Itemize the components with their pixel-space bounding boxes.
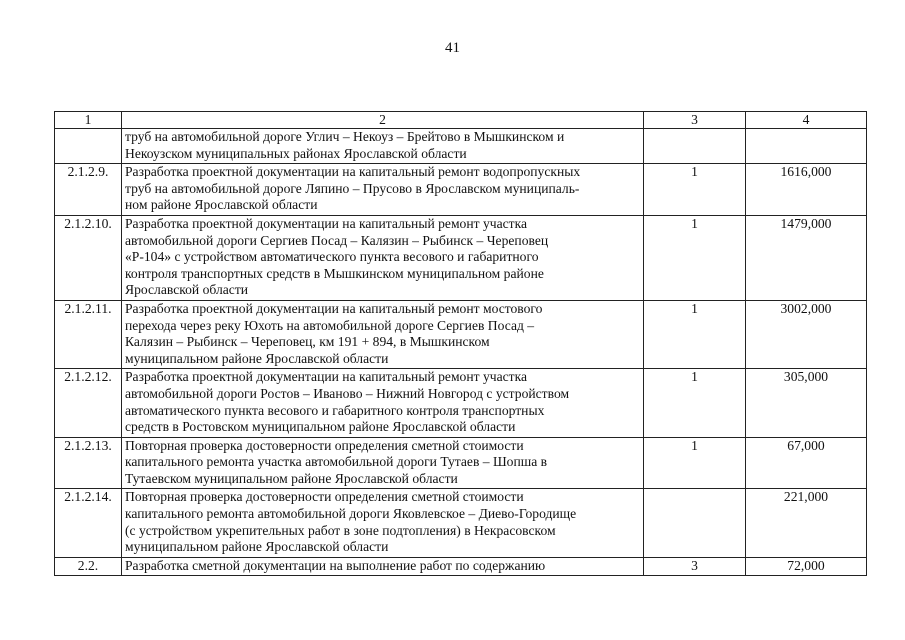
table-row (55, 489, 867, 557)
description-line: Некоузском муниципальных районах Ярославской области (125, 145, 467, 161)
row-description-cell (122, 489, 644, 557)
table-row (55, 129, 867, 164)
row-description-cell (122, 437, 644, 489)
page-number: 41 (445, 40, 460, 56)
description-line: средств в Ростовском муниципальном районе Ярославской области (125, 419, 516, 435)
header-col-2: 2 (122, 112, 644, 129)
description-line: Повторная проверка достоверности определения сметной стоимости (125, 437, 524, 453)
description-line: Разработка проектной документации на капитальный ремонт водопропускных (125, 164, 581, 180)
row-description-cell (122, 300, 644, 368)
row-number-cell: 2.1.2.12. (55, 369, 122, 437)
description-line: Тутаевском муниципальном районе Ярославской области (125, 470, 458, 486)
description-line: Калязин – Рыбинск – Череповец, км 191 + 894, в Мышкинском (125, 334, 490, 350)
table-body (55, 112, 867, 576)
row-quantity-cell: 1 (644, 369, 746, 437)
row-quantity-cell (644, 489, 746, 557)
description-line: контроля транспортных средств в Мышкинском муниципальном районе (125, 265, 544, 281)
table-row (55, 437, 867, 489)
description-line: капитального ремонта участка автомобильной дороги Тутаев – Шопша в (125, 454, 548, 470)
table-row (55, 300, 867, 368)
row-cost-cell: 305,000 (746, 369, 867, 437)
header-col-4: 4 (746, 112, 867, 129)
row-cost-cell: 72,000 (746, 557, 867, 576)
description-line: «Р-104» с устройством автоматического пункта весового и габаритного (125, 249, 539, 265)
table-header-row (55, 112, 867, 129)
description-line: капитального ремонта автомобильной дороги Яковлевское – Диево-Городище (125, 506, 577, 522)
description-line: Повторная проверка достоверности определения сметной стоимости (125, 489, 524, 505)
description-line: автоматического пункта весового и габаритного контроля транспортных (125, 402, 545, 418)
row-number-cell (55, 129, 122, 164)
description-line: Разработка проектной документации на капитальный ремонт мостового (125, 300, 543, 316)
row-cost-cell: 67,000 (746, 437, 867, 489)
description-line: Ярославской области (125, 282, 249, 298)
header-col-3: 3 (644, 112, 746, 129)
row-description-cell (122, 215, 644, 300)
row-number-cell: 2.1.2.9. (55, 164, 122, 216)
row-quantity-cell: 1 (644, 164, 746, 216)
row-number-cell: 2.1.2.13. (55, 437, 122, 489)
description-line: Разработка проектной документации на капитальный ремонт участка (125, 215, 528, 231)
table-row (55, 164, 867, 216)
description-line: автомобильной дороги Ростов – Иваново – Нижний Новгород с устройством (125, 385, 570, 401)
row-quantity-cell (644, 129, 746, 164)
row-number-cell: 2.2. (55, 557, 122, 576)
row-cost-cell (746, 129, 867, 164)
description-line: автомобильной дороги Сергиев Посад – Калязин – Рыбинск – Череповец (125, 232, 549, 248)
row-cost-cell: 3002,000 (746, 300, 867, 368)
row-description-cell (122, 129, 644, 164)
description-line: труб на автомобильной дороге Углич – Некоуз – Брейтово в Мышкинском и (125, 129, 565, 144)
row-number-cell: 2.1.2.11. (55, 300, 122, 368)
row-number-cell: 2.1.2.10. (55, 215, 122, 300)
row-quantity-cell: 1 (644, 215, 746, 300)
description-line: перехода через реку Юхоть на автомобильной дороге Сергиев Посад – (125, 317, 535, 333)
row-quantity-cell: 1 (644, 300, 746, 368)
row-cost-cell: 1616,000 (746, 164, 867, 216)
document-table (54, 111, 867, 576)
description-line: муниципальном районе Ярославской области (125, 539, 389, 555)
row-number-cell: 2.1.2.14. (55, 489, 122, 557)
row-quantity-cell: 3 (644, 557, 746, 576)
table-row (55, 369, 867, 437)
row-description-cell (122, 557, 644, 576)
row-quantity-cell: 1 (644, 437, 746, 489)
table-row (55, 215, 867, 300)
row-cost-cell: 221,000 (746, 489, 867, 557)
description-line: труб на автомобильной дороге Ляпино – Прусово в Ярославском муниципаль- (125, 180, 580, 196)
header-col-1: 1 (55, 112, 122, 129)
row-cost-cell: 1479,000 (746, 215, 867, 300)
description-line: (с устройством укрепительных работ в зоне подтопления) в Некрасовском (125, 522, 556, 538)
description-line: муниципальном районе Ярославской области (125, 350, 389, 366)
table-row (55, 557, 867, 576)
description-line: Разработка проектной документации на капитальный ремонт участка (125, 369, 528, 385)
row-description-cell (122, 164, 644, 216)
description-line: Разработка сметной документации на выполнение работ по содержанию (125, 557, 546, 573)
row-description-cell (122, 369, 644, 437)
description-line: ном районе Ярославской области (125, 197, 318, 213)
